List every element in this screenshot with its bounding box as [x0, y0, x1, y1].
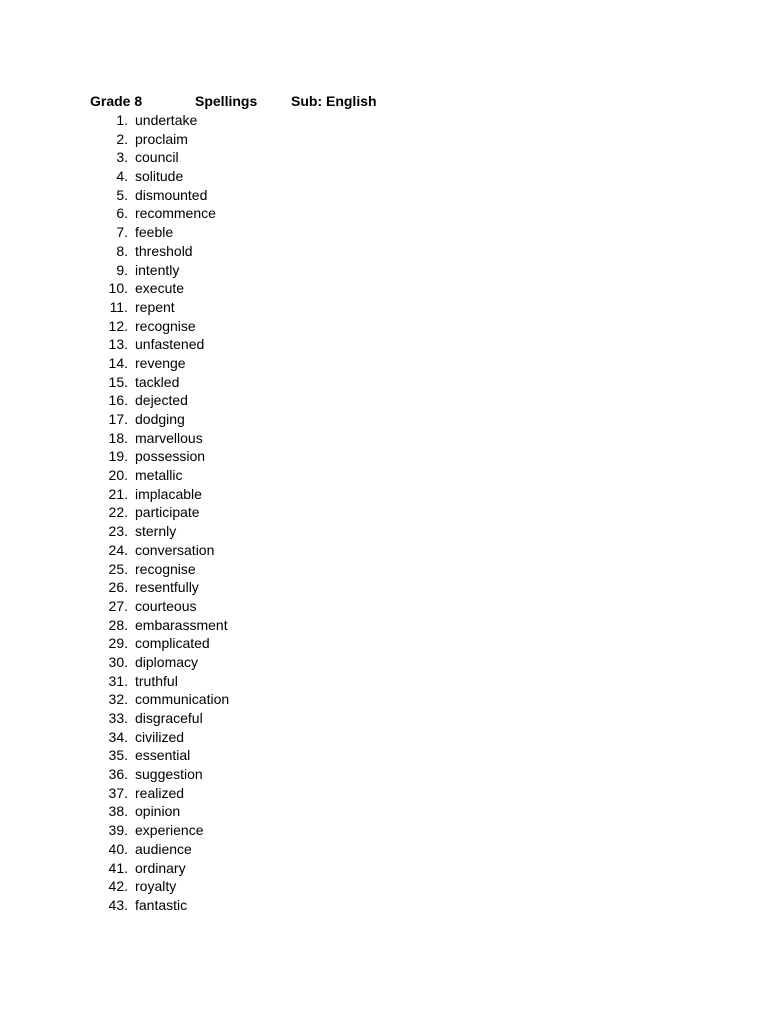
list-item-number: 39.	[108, 822, 128, 839]
list-item-number: 37.	[108, 784, 128, 801]
list-item-number: 24.	[108, 541, 128, 558]
grade-label: Grade 8	[90, 93, 143, 109]
spelling-word: repent	[135, 298, 175, 315]
list-item-number: 10.	[108, 280, 128, 297]
spelling-word: recognise	[135, 560, 196, 577]
list-item-number: 31.	[108, 672, 128, 689]
spelling-word: realized	[135, 784, 185, 801]
spelling-word: feeble	[135, 224, 174, 241]
list-item-number: 32.	[108, 691, 128, 708]
spelling-word: council	[135, 149, 179, 166]
list-item-number: 21.	[108, 485, 128, 502]
spelling-word: proclaim	[135, 130, 188, 147]
list-item-number: 8.	[116, 242, 128, 259]
spelling-word: truthful	[135, 672, 178, 689]
list-item-number: 25.	[108, 560, 128, 577]
spelling-word: recommence	[135, 205, 216, 222]
spelling-word: suggestion	[135, 766, 203, 783]
list-item-number: 19.	[108, 448, 128, 465]
list-item-number: 1.	[116, 112, 128, 128]
spelling-word: communication	[135, 691, 230, 708]
spelling-word: dismounted	[135, 186, 208, 203]
spelling-word: solitude	[135, 168, 184, 185]
list-item-number: 30.	[108, 653, 128, 670]
document-header	[90, 92, 490, 110]
list-item-number: 15.	[108, 373, 128, 390]
list-item-number: 26.	[108, 579, 128, 596]
list-item-number: 17.	[108, 411, 128, 427]
spelling-word: implacable	[135, 485, 202, 502]
list-item-number: 34.	[108, 728, 128, 745]
list-item-number: 38.	[108, 803, 128, 820]
spelling-word: metallic	[135, 467, 183, 484]
list-item-number: 43.	[108, 896, 128, 913]
list-item-number: 29.	[108, 635, 128, 652]
spelling-word: undertake	[135, 112, 198, 128]
list-item-number: 11.	[109, 298, 128, 315]
spelling-word: conversation	[135, 541, 215, 558]
spelling-word: royalty	[135, 878, 177, 895]
spelling-word: dodging	[135, 411, 185, 427]
spelling-word: execute	[135, 280, 185, 297]
spelling-word: threshold	[135, 242, 193, 259]
spelling-word: tackled	[135, 373, 180, 390]
spelling-word: essential	[135, 747, 191, 764]
list-item-number: 42.	[108, 878, 128, 895]
spelling-word: complicated	[135, 635, 210, 652]
spelling-word: disgraceful	[135, 710, 203, 726]
list-item-number: 13.	[108, 336, 128, 353]
list-item-number: 7.	[116, 224, 128, 241]
list-item-number: 22.	[108, 504, 128, 521]
list-item-number: 20.	[108, 467, 128, 484]
list-item-number: 36.	[108, 766, 128, 783]
list-item-number: 18.	[108, 429, 128, 446]
list-item-number: 27.	[108, 597, 128, 614]
spelling-word: possession	[135, 448, 206, 465]
spelling-word: sternly	[135, 523, 177, 540]
list-item-number: 9.	[116, 261, 128, 278]
spelling-word: ordinary	[135, 859, 186, 876]
subject-label: Sub: English	[291, 93, 377, 109]
spelling-word: recognise	[135, 317, 196, 334]
list-item-number: 23.	[108, 523, 128, 540]
list-item-number: 28.	[108, 616, 128, 633]
list-item-number: 2.	[116, 130, 128, 147]
spelling-word: embarassment	[135, 616, 228, 633]
spelling-word: resentfully	[135, 579, 199, 596]
spelling-word: fantastic	[135, 896, 188, 913]
spelling-word: audience	[135, 840, 192, 857]
spelling-word: revenge	[135, 354, 186, 371]
list-item-number: 6.	[116, 205, 128, 222]
list-item-number: 4.	[116, 168, 128, 185]
list-item-number: 3.	[116, 149, 128, 166]
document-title: Spellings	[195, 93, 258, 109]
list-item-number: 40.	[108, 840, 128, 857]
spelling-word: diplomacy	[135, 653, 199, 670]
spelling-word: participate	[135, 504, 200, 521]
spelling-word: opinion	[135, 803, 181, 820]
spelling-word: unfastened	[135, 336, 205, 353]
spelling-word: marvellous	[135, 429, 203, 446]
spelling-word: experience	[135, 822, 204, 839]
spelling-word: civilized	[135, 728, 185, 745]
list-item-number: 16.	[108, 392, 128, 409]
spelling-word: dejected	[135, 392, 188, 409]
list-item-number: 35.	[108, 747, 128, 764]
spelling-word: courteous	[135, 597, 197, 614]
list-item-number: 14.	[108, 354, 128, 371]
spelling-word: intently	[135, 261, 180, 278]
list-item-number: 12.	[108, 317, 128, 334]
list-item-number: 5.	[116, 186, 128, 203]
list-item-number: 41.	[108, 859, 128, 876]
list-item-number: 33.	[108, 710, 128, 726]
